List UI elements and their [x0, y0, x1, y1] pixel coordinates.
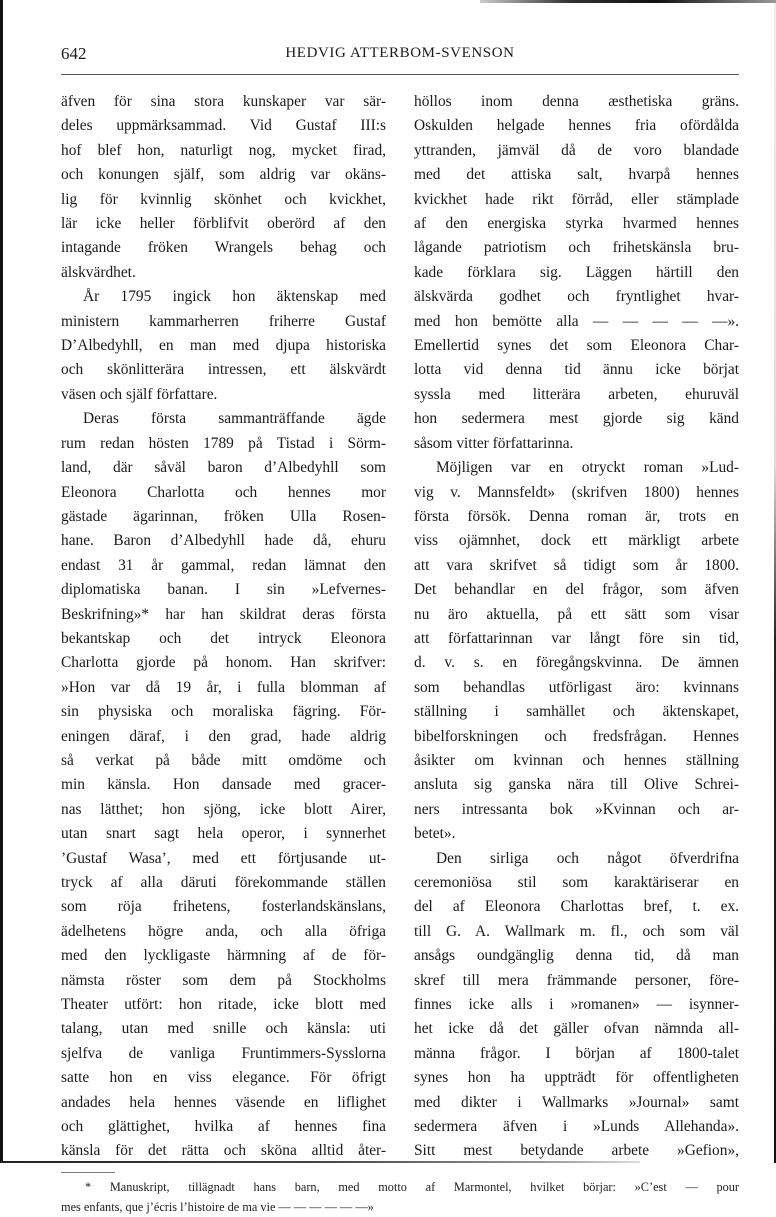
text-line: och skönlitterära intressen, ett älskvärdt — [61, 361, 386, 379]
text-line: synes hon ha uppträdt för offentligheten — [414, 1069, 739, 1087]
text-line: utan snart sagt hela operor, i synnerhet — [61, 825, 386, 843]
text-line: diplomatiska banan. I sin »Lefvernes- — [61, 581, 386, 599]
right-column — [414, 90, 739, 1164]
left-column — [61, 90, 386, 1164]
text-line: Beskrifning»* har han skildrat deras första — [61, 605, 386, 623]
text-line: männa frågor. I början af 1800-talet — [414, 1044, 739, 1062]
text-line: tryck af alla däruti förekommande ställen — [61, 874, 386, 891]
text-line: som behandlas utförligast äro: kvinnans — [414, 678, 739, 696]
scan-edge-top — [480, 0, 776, 3]
text-line: Theater utfört: hon ritade, icke blott med — [61, 996, 386, 1014]
text-line: vig v. Mannsfeldt» (skrifven 1800) hennes — [414, 483, 739, 501]
text-line: Eleonora Charlotta och hennes mor — [61, 483, 386, 501]
text-line: att vara skrifvet så tidigt som år 1800. — [414, 556, 739, 574]
text-line: hane. Baron d’Albedyhll hade då, ehuru — [61, 532, 386, 550]
text-line: älskvärdhet. — [61, 263, 136, 281]
text-line: af den energiska styrka hvarmed hennes — [414, 215, 739, 233]
text-line: lotta vid denna tid ännu icke börjat — [414, 361, 739, 379]
text-line: att författarinnan var långt före sin tid, — [414, 629, 739, 647]
footnote — [61, 1177, 739, 1217]
text-line: ställning i samhället och äktenskapet, — [414, 703, 739, 721]
page-number: 642 — [61, 44, 87, 63]
text-line: lig för kvinnlig skönhet och kvickhet, — [61, 190, 386, 208]
text-line: sjelfva de vanliga Fruntimmers-Sysslorna — [61, 1044, 386, 1062]
text-line: ansluta sig ganska nära till Olive Schrei- — [414, 776, 739, 794]
text-line: yttranden, jämväl då de voro blandade — [414, 141, 739, 159]
text-line: Emellertid synes det som Eleonora Char- — [414, 337, 739, 355]
text-line: nas lätthet; hon sjöng, icke blott Airer, — [61, 800, 386, 818]
text-line: Deras första sammanträffande ägde — [83, 410, 386, 428]
text-line: intagande fröken Wrangels behag och — [61, 239, 386, 257]
footnote-line: * Manuskript, tillägnadt hans barn, med motto af Marmontel, hvilket börjar: »C’est — pour — [85, 1179, 739, 1194]
text-line: ädelhetens högre anda, och alla öfriga — [61, 922, 386, 940]
text-line: väsen och själf författare. — [61, 385, 218, 403]
text-line: min känsla. Hon dansade med gracer- — [61, 776, 386, 794]
text-line: kade förklara sig. Läggen härtill den — [414, 263, 739, 281]
text-line: äfven för sina stora kunskaper var sär- — [61, 93, 386, 110]
text-line: hof blef hon, naturligt nog, mycket firad, — [61, 141, 386, 159]
text-line: med det attiska salt, hvarpå hennes — [414, 166, 739, 184]
text-line: hon sedermera mest gjorde sig känd — [414, 410, 739, 428]
footnote-rule — [61, 1172, 115, 1173]
text-line: och konungen själf, som aldrig var okäns- — [61, 166, 386, 184]
text-line: syssla med litterära arbeten, ehuruväl — [414, 385, 739, 403]
text-line: höllos inom denna æsthetiska gräns. — [414, 93, 739, 110]
text-line: År 1795 ingick hon äktenskap med — [83, 288, 386, 306]
text-line: eningen däraf, i den grad, hade aldrig — [61, 727, 386, 745]
text-columns — [61, 90, 739, 1164]
text-line: land, där såväl baron d’Albedyhll som — [61, 459, 386, 477]
book-page — [61, 44, 739, 1217]
text-line: med den lyckligaste härmning af de för- — [61, 947, 386, 965]
text-line: »Hon var då 19 år, i fulla blomman af — [61, 678, 386, 696]
text-line: med dikter i Wallmarks »Journal» samt — [414, 1093, 739, 1111]
text-line: bekantskap och det intryck Eleonora — [61, 629, 386, 647]
text-line: ministern kammarherren friherre Gustaf — [61, 312, 386, 330]
text-line: endast 31 år gammal, redan lämnat den — [61, 556, 386, 574]
text-line: Oskulden helgade hennes fria ofördålda — [414, 117, 739, 135]
text-line: ’Gustaf Wasa’, med ett förtjusande ut- — [61, 849, 386, 867]
text-line: nu äro aktuella, på ett sätt som visar — [414, 605, 739, 623]
text-line: Möjligen var en otryckt roman »Lud- — [436, 459, 739, 477]
text-line: del af Eleonora Charlottas bref, t. ex. — [414, 898, 739, 916]
text-line: första försök. Denna roman är, trots en — [414, 507, 739, 525]
scan-edge-left — [0, 0, 3, 1163]
text-line: sin physiska och moraliska fägring. För- — [61, 703, 386, 721]
text-line: gästade ägarinnan, fröken Ulla Rosen- — [61, 507, 386, 525]
running-title: HEDVIG ATTERBOM-SVENSON — [285, 45, 515, 61]
text-line: ceremoniösa stil som karaktäriserar en — [414, 874, 739, 891]
footnote-line: mes enfants, que j’écris l’histoire de ma vie — — — — — —» — [61, 1199, 374, 1214]
text-line: åsikter om kvinnan och hennes ställning — [414, 751, 739, 769]
text-line: Charlotta gjorde på honom. Han skrifver: — [61, 654, 386, 672]
text-line: så verkat på både mitt omdöme och — [61, 751, 386, 769]
text-line: Det behandlar en del frågor, som äfven — [414, 581, 739, 599]
text-line: Den sirliga och något öfverdrifna — [436, 849, 739, 867]
text-line: som röja frihetens, fosterlandskänslans, — [61, 898, 386, 916]
text-line: kvickhet hade rikt förråd, eller stämplade — [414, 190, 739, 208]
text-line: känsla för det rätta och sköna alltid åter- — [61, 1142, 386, 1160]
text-line: och glättighet, hvilka af hennes fina — [61, 1118, 386, 1136]
text-line: andades hela hennes väsende en liflighet — [61, 1093, 386, 1111]
text-line: till G. A. Wallmark m. fl., och som väl — [414, 922, 739, 940]
text-line: skref till mera främmande personer, före- — [414, 971, 739, 989]
text-line: Sitt mest betydande arbete »Gefion», — [414, 1142, 739, 1160]
text-line: satte hon en viss elegance. För öfrigt — [61, 1069, 386, 1087]
text-line: ansågs oundgänglig denna tid, då man — [414, 947, 739, 965]
text-line: viss ojämnhet, dock ett märkligt arbete — [414, 532, 739, 550]
text-line: het icke då det gäller ofvan nämnda all- — [414, 1020, 739, 1038]
text-line: talang, utan med snille och känsla: uti — [61, 1020, 386, 1038]
text-line: deles uppmärksammad. Vid Gustaf III:s — [61, 117, 386, 135]
text-line: såsom vitter författarinna. — [414, 434, 574, 452]
running-head — [61, 44, 739, 74]
text-line: sedermera äfven i »Lunds Allehanda». — [414, 1118, 739, 1136]
text-line: d. v. s. en föregångskvinna. De ämnen — [414, 654, 739, 672]
text-line: betet». — [414, 825, 456, 843]
text-line: lär icke heller förblifvit oberörd af den — [61, 215, 386, 233]
text-line: ners intressanta bok »Kvinnan och ar- — [414, 800, 739, 818]
text-line: rum redan hösten 1789 på Tistad i Sörm- — [61, 434, 386, 452]
header-rule — [61, 74, 739, 75]
text-line: lågande patriotism och frihetskänsla bru- — [414, 239, 739, 257]
text-line: D’Albedyhll, en man med djupa historiska — [61, 337, 386, 355]
text-line: med hon bemötte alla — — — — —». — [414, 312, 739, 330]
text-line: älskvärda godhet och fryntlighet hvar- — [414, 288, 739, 306]
text-line: bibelforskningen och fredsfrågan. Hennes — [414, 727, 739, 745]
text-line: finnes icke alls i »romanen» — isynner- — [414, 996, 739, 1014]
text-line: nämsta röster som dem på Stockholms — [61, 971, 386, 989]
